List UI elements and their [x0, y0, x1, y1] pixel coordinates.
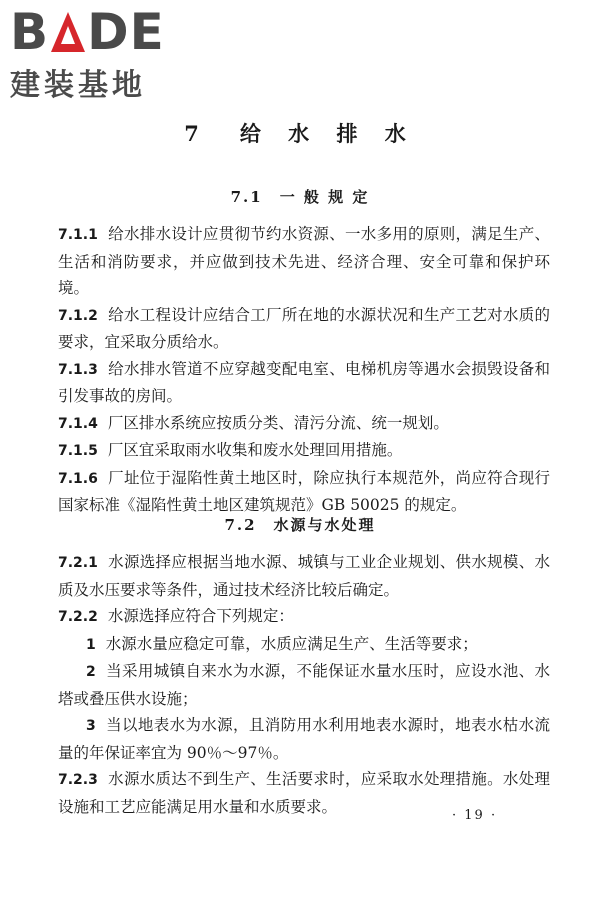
clause-number: 7.1.5	[58, 443, 98, 459]
clause-text: 水源水质达不到生产、生活要求时，应采取水处理措施。水处理设施和工艺应能满足用水量和水质要求。	[58, 770, 550, 816]
clause-7-2-1	[58, 549, 550, 603]
clause-7-1-3	[58, 356, 550, 410]
page-number: · 19 ·	[452, 808, 498, 823]
clause-text: 厂区排水系统应按质分类、清污分流、统一规划。	[107, 413, 449, 432]
clause-7-2-2-item-3	[58, 712, 550, 766]
logo-wordmark	[10, 3, 180, 61]
logo-letter-b: B	[10, 3, 50, 61]
clause-7-1-4	[58, 410, 550, 438]
section-7-1-body	[58, 221, 550, 519]
clause-text: 水源选择应符合下列规定：	[107, 607, 294, 625]
clause-text: 厂址位于湿陷性黄土地区时，除应执行本规范外，尚应符合现行国家标准《湿陷性黄土地区建筑规范》GB 50025 的规定。	[58, 468, 550, 514]
clause-number: 7.2.2	[58, 609, 98, 625]
clause-number: 7.2.3	[58, 772, 98, 788]
clause-7-1-2	[58, 302, 550, 356]
item-number: 3	[86, 718, 96, 734]
clause-number: 7.1.3	[58, 361, 98, 378]
clause-7-1-1	[58, 221, 550, 302]
bade-logo	[10, 3, 180, 104]
clause-text: 厂区宜采取雨水收集和废水处理回用措施。	[107, 441, 403, 459]
clause-text: 给水排水管道不应穿越变配电室、电梯机房等遇水会损毁设备和引发事故的房间。	[58, 359, 550, 405]
clause-7-2-2	[58, 603, 550, 631]
clause-number: 7.2.1	[58, 555, 98, 571]
clause-7-1-5	[58, 437, 550, 465]
chapter-title: 7 给 水 排 水	[184, 121, 416, 146]
item-text: 当以地表水为水源，且消防用水利用地表水源时，地表水枯水流量的年保证率宜为 90％～97％。	[58, 716, 550, 762]
clause-number: 7.1.2	[58, 307, 98, 324]
logo-letters-de: DE	[87, 3, 165, 61]
clause-number: 7.1.1	[58, 227, 98, 243]
section-title-7-2: 7.2 水源与水处理	[224, 516, 376, 534]
clause-text: 给水工程设计应结合工厂所在地的水源状况和生产工艺对水质的要求，宜采取分质给水。	[58, 305, 550, 351]
clause-text: 给水排水设计应贯彻节约水资源、一水多用的原则，满足生产、生活和消防要求，并应做到技术先进、经济合理、安全可靠和保护环境。	[58, 225, 550, 297]
item-text: 水源水量应稳定可靠，水质应满足生产、生活等要求；	[105, 634, 478, 653]
logo-subtitle: 建装基地	[10, 68, 146, 103]
clause-number: 7.1.4	[58, 415, 98, 432]
clause-text: 水源选择应根据当地水源、城镇与工业企业规划、供水规模、水质及水压要求等条件，通过技术经济比较后确定。	[58, 553, 550, 599]
section-7-2-body	[58, 549, 550, 820]
logo-a-triangle-icon	[51, 12, 85, 52]
clause-7-1-6	[58, 465, 550, 519]
item-text: 当采用城镇自来水为水源，不能保证水量水压时，应设水池、水塔或叠压供水设施；	[58, 662, 550, 708]
clause-number: 7.1.6	[58, 470, 98, 487]
clause-7-2-2-item-2	[58, 658, 550, 712]
item-number: 1	[86, 636, 96, 653]
clause-7-2-2-item-1	[58, 631, 550, 659]
item-number: 2	[86, 664, 96, 680]
section-title-7-1: 7.1 一 般 规 定	[230, 188, 370, 206]
